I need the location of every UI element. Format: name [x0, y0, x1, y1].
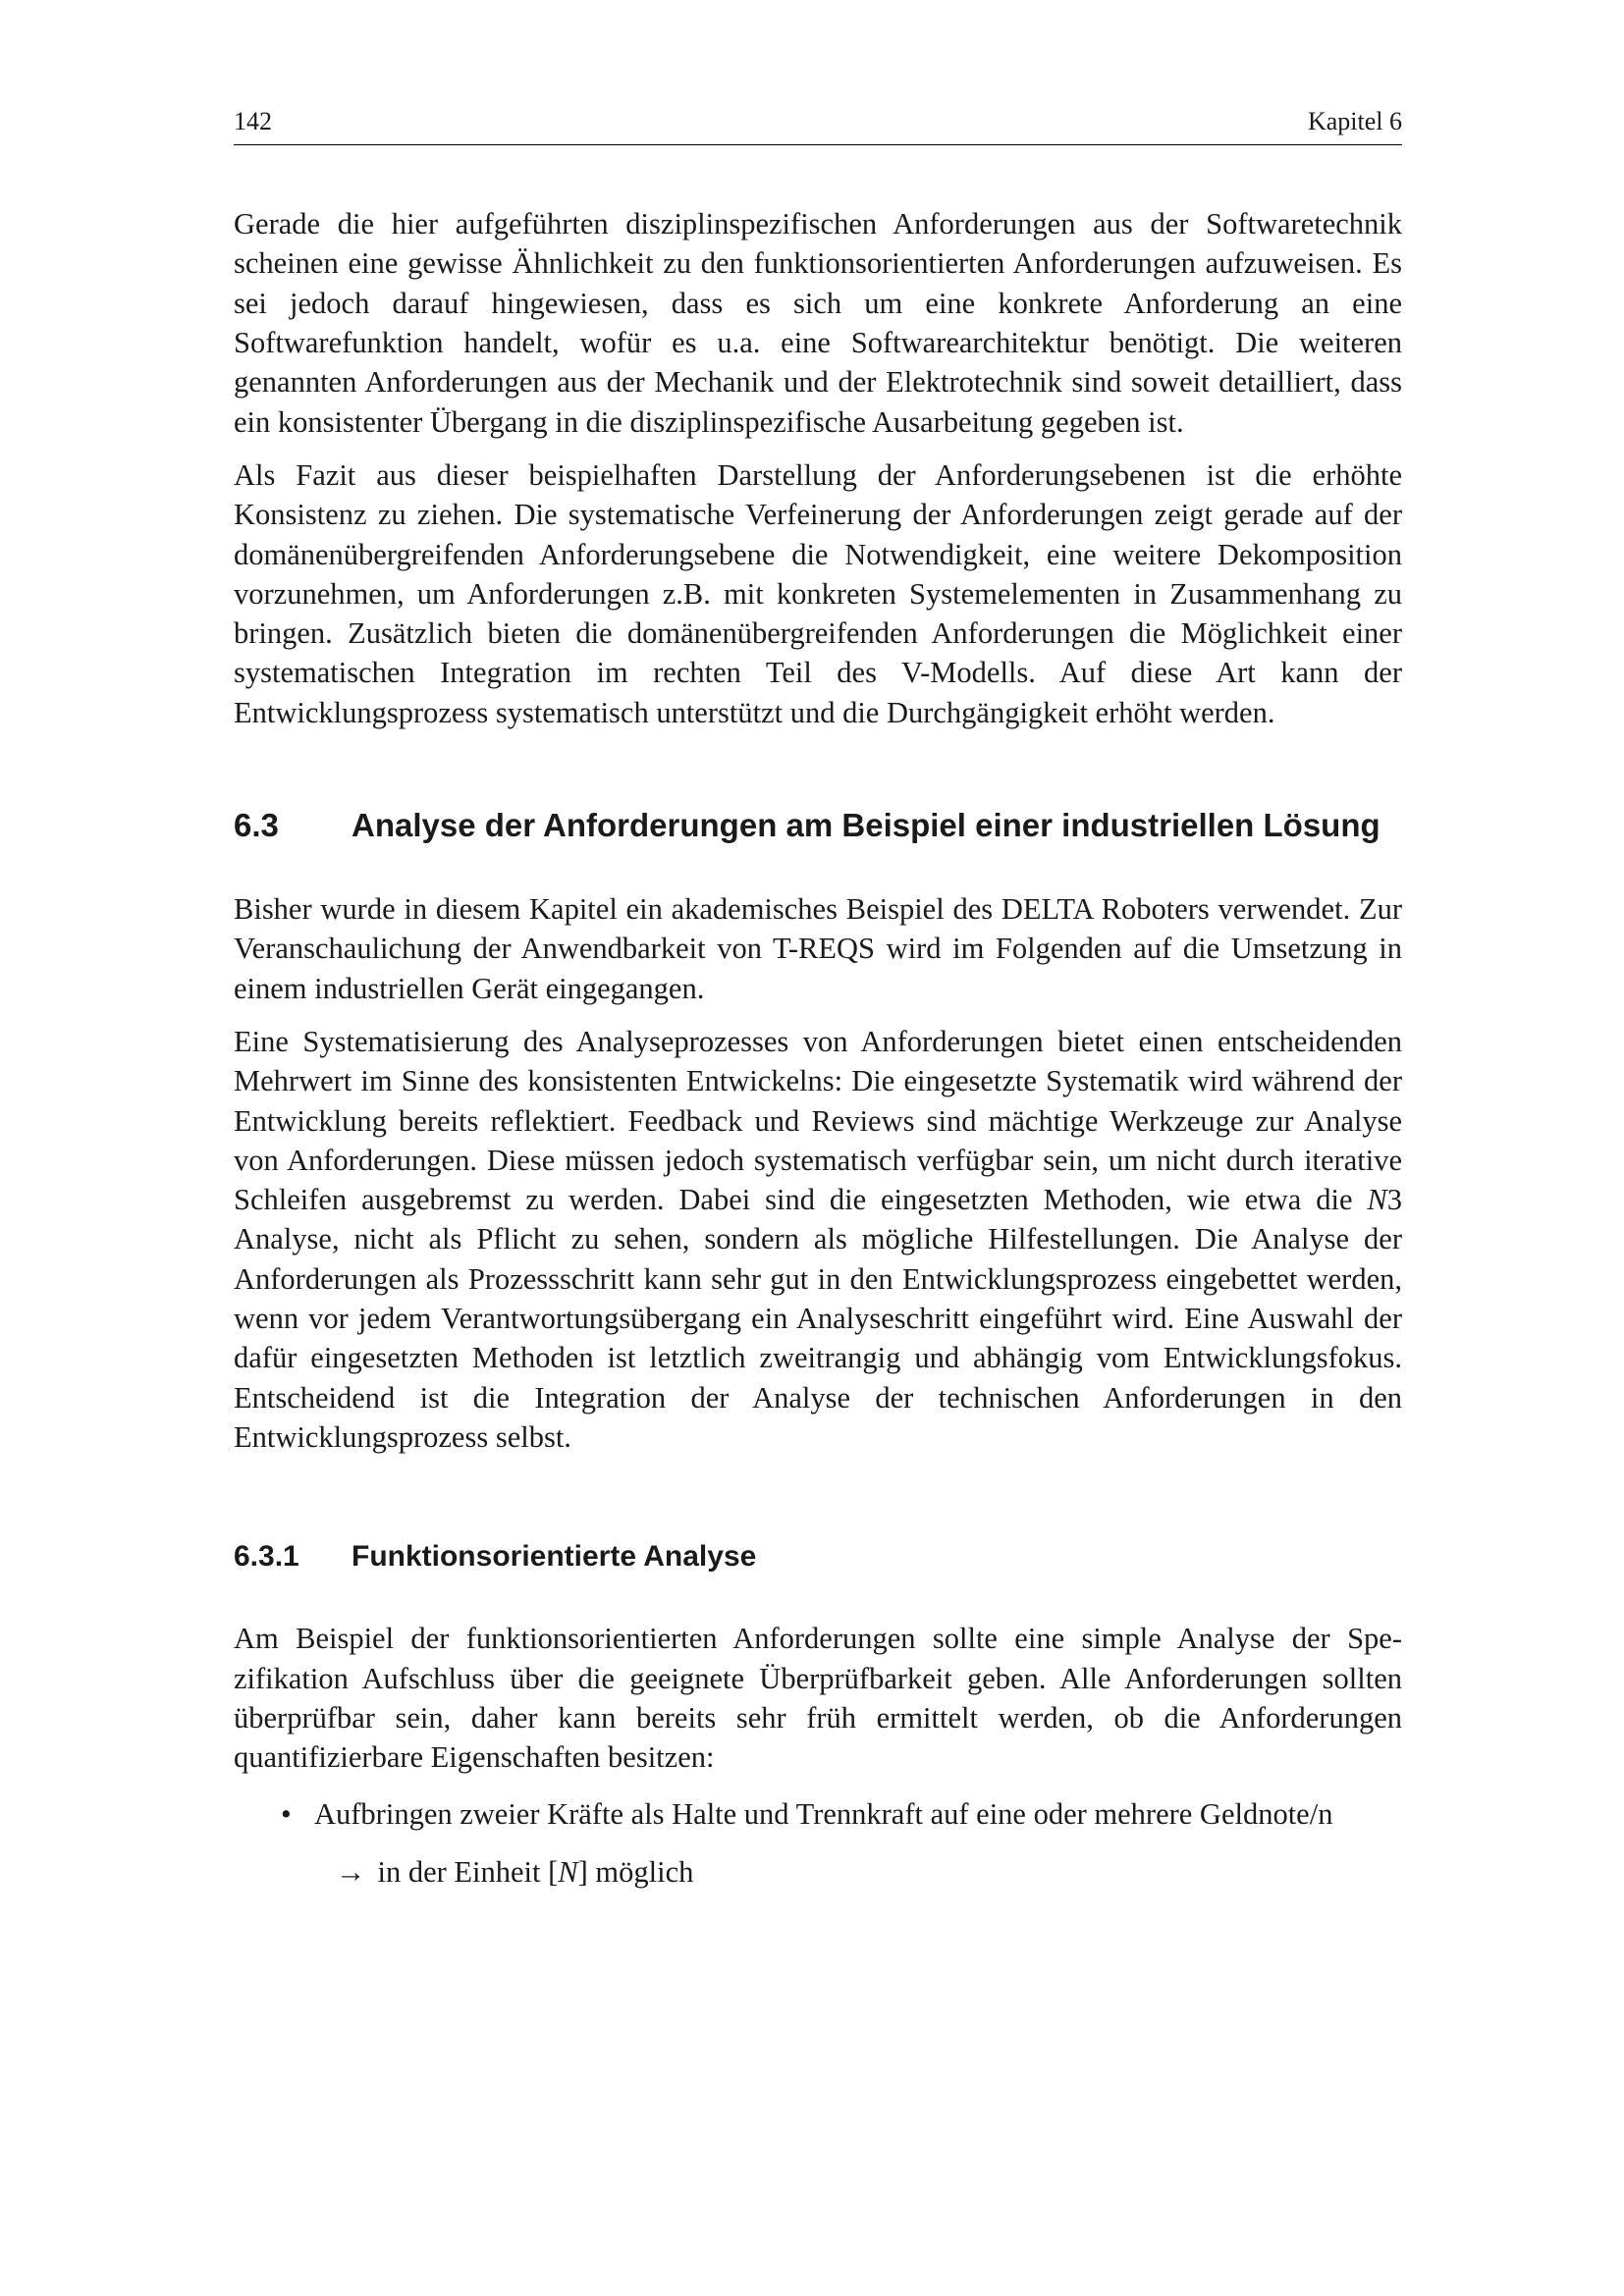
section-heading-6-3: [234, 803, 1402, 847]
n3-variable: N: [1367, 1183, 1387, 1217]
section-number: 6.3: [234, 807, 279, 844]
paragraph-systematisierung: [234, 1022, 1402, 1457]
page-number: 142: [234, 107, 272, 135]
paragraph-bisher: Bisher wurde in diesem Kapitel ein akademisches Beispiel des DELTA Roboters verwendet. Zur Veranschaulichung der Anwendbarkeit von T-REQS wird im Folgenden auf die Umsetzung in einem industriellen Gerät eingegangen.: [234, 892, 1402, 1005]
requirement-list: [234, 1794, 1402, 1834]
running-header: [234, 106, 1402, 145]
subsection-title: Funktionsorientierte Analyse: [352, 1540, 757, 1574]
paragraph-fazit: Als Fazit aus dieser beispielhaften Darstellung der Anforderungsebenen ist die erhöhte Konsistenz zu ziehen. Die systematische Verfeinerung der Anforderungen zeigt gerade auf der domänenübergreifenden Anforderungsebene die Notwendigkeit, eine weitere Dekomposition vorzunehmen, um Anforderungen z.B. mit konkreten Systemelementen in Zusammenhang zu bringen. Zusätzlich bieten die domänenübergreifenden Anforderungen die Möglichkeit einer systematischen Integration im rechten Teil des V-Modells. Auf diese Art kann der Entwicklungsprozess systematisch unterstützt und die Durchgängigkeit erhöht werden.: [234, 457, 1402, 729]
paragraph-systematisierung-part1: Eine Systematisierung des Analyseprozesses von Anforderungen bietet einen entscheidenden Mehrwert im Sinne des konsistenten Entwickelns: Die eingesetzte Systematik wird während der Entwicklung bereits reflektiert. Feedback und Reviews sind mächtige Werkzeuge zur Analyse von Anforderungen. Diese müssen jedoch systematisch verfügbar sein, um nicht durch iterative Schleifen ausgebremst zu werden. Dabei sind die eingesetzten Methoden, wie etwa die: [234, 1024, 1402, 1217]
result-line: [234, 1852, 1402, 1892]
document-page: [234, 106, 1402, 1892]
right-arrow-icon: →: [336, 1854, 366, 1889]
subsection-heading-6-3-1: [234, 1537, 1402, 1576]
result-prefix: in der Einheit [: [377, 1854, 559, 1889]
result-suffix: ] möglich: [577, 1854, 694, 1889]
section-title: Analyse der Anforderungen am Beispiel einer industriellen Lösung: [352, 807, 1380, 844]
chapter-label: Kapitel 6: [1307, 107, 1402, 135]
bullet-icon: •: [281, 1797, 292, 1832]
unit-variable: N: [558, 1854, 578, 1889]
paragraph-systematisierung-part2: 3 Analyse, nicht als Pflicht zu sehen, sondern als mögliche Hilfestellungen. Die Analyse der Anforderungen als Prozessschritt kann sehr gut in den Entwicklungsprozess eingebettet werden, wenn vor jedem Verantwortungsübergang ein Analyseschritt eingeführt wird. Eine Auswahl der dafür eingesetzten Methoden ist letztlich zweitrangig und abhängig vom Entwicklungsfokus. Entscheidend ist die Integration der Analyse der technischen Anforderungen in den Entwicklungsprozess selbst.: [234, 1183, 1402, 1454]
list-item-text: Aufbringen zweier Kräfte als Halte und Trennkraft auf eine oder mehrere Geldnote/n: [314, 1797, 1333, 1832]
list-item: [234, 1794, 1402, 1834]
paragraph-disziplinspezifisch: Gerade die hier aufgeführten disziplinspezifischen Anforderungen aus der Softwaretechnik scheinen eine gewisse Ähnlichkeit zu den funktionsorientierten Anforderungen aufzuweisen. Es sei jedoch darauf hingewiesen, dass es sich um eine konkrete Anforderung an eine Softwarefunktion handelt, wofür es u.a. eine Softwarearchitektur benötigt. Die weiteren genannten Anforderungen aus der Mechanik und der Elektrotechnik sind soweit detailliert, dass ein konsistenter Übergang in die disziplinspezifische Ausarbeitung gegeben ist.: [234, 207, 1402, 439]
paragraph-funktionsorientiert: Am Beispiel der funktionsorientierten Anforderungen sollte eine simple Analyse der Spezifikation Aufschluss über die geeignete Überprüfbarkeit geben. Alle Anforderungen sollten überprüfbar sein, daher kann bereits sehr früh ermittelt werden, ob die Anforderungen quantifizierbare Eigenschaften besitzen:: [234, 1622, 1402, 1775]
subsection-number: 6.3.1: [234, 1540, 299, 1574]
